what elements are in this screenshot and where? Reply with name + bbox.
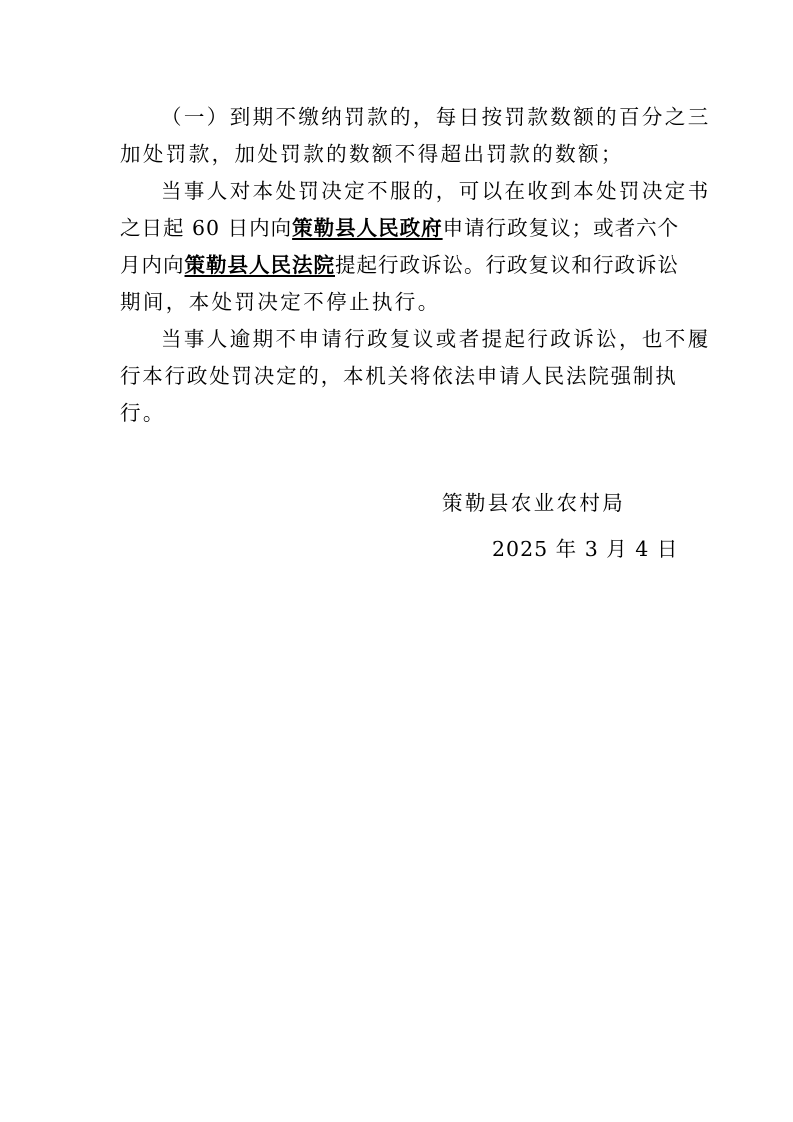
- paragraph-3-line-2: 行本行政处罚决定的，本机关将依法申请人民法院强制执: [120, 364, 678, 388]
- paragraph-1-line-1: （一）到期不缴纳罚款的，每日按罚款数额的百分之三: [161, 105, 711, 129]
- paragraph-1-line-2: 加处罚款，加处罚款的数额不得超出罚款的数额；: [120, 142, 624, 166]
- paragraph-3-line-3: 行。: [120, 401, 166, 425]
- paragraph-2-line-2-text-after: 申请行政复议；或者六个: [442, 216, 680, 240]
- paragraph-2-line-3: [120, 245, 680, 285]
- paragraph-3-line-1: 当事人逾期不申请行政复议或者提起行政诉讼，也不履: [161, 327, 711, 351]
- issue-date: 2025 年 3 月 4 日: [492, 537, 679, 561]
- paragraph-2-line-4: 期间，本处罚决定不停止执行。: [120, 290, 441, 314]
- issuing-agency: 策勒县农业农村局: [442, 491, 626, 515]
- county-government-name: 策勒县人民政府: [292, 216, 443, 240]
- county-court-name: 策勒县人民法院: [184, 253, 335, 277]
- paragraph-2-line-1: 当事人对本处罚决定不服的，可以在收到本处罚决定书: [161, 179, 711, 203]
- paragraph-2-line-2-text-before: 之日起 60 日内向: [120, 216, 293, 240]
- paragraph-2-line-3-text-before: 月内向: [120, 253, 185, 277]
- paragraph-2-line-2: [120, 208, 680, 248]
- paragraph-2-line-3-text-after: 提起行政诉讼。行政复议和行政诉讼: [335, 253, 679, 277]
